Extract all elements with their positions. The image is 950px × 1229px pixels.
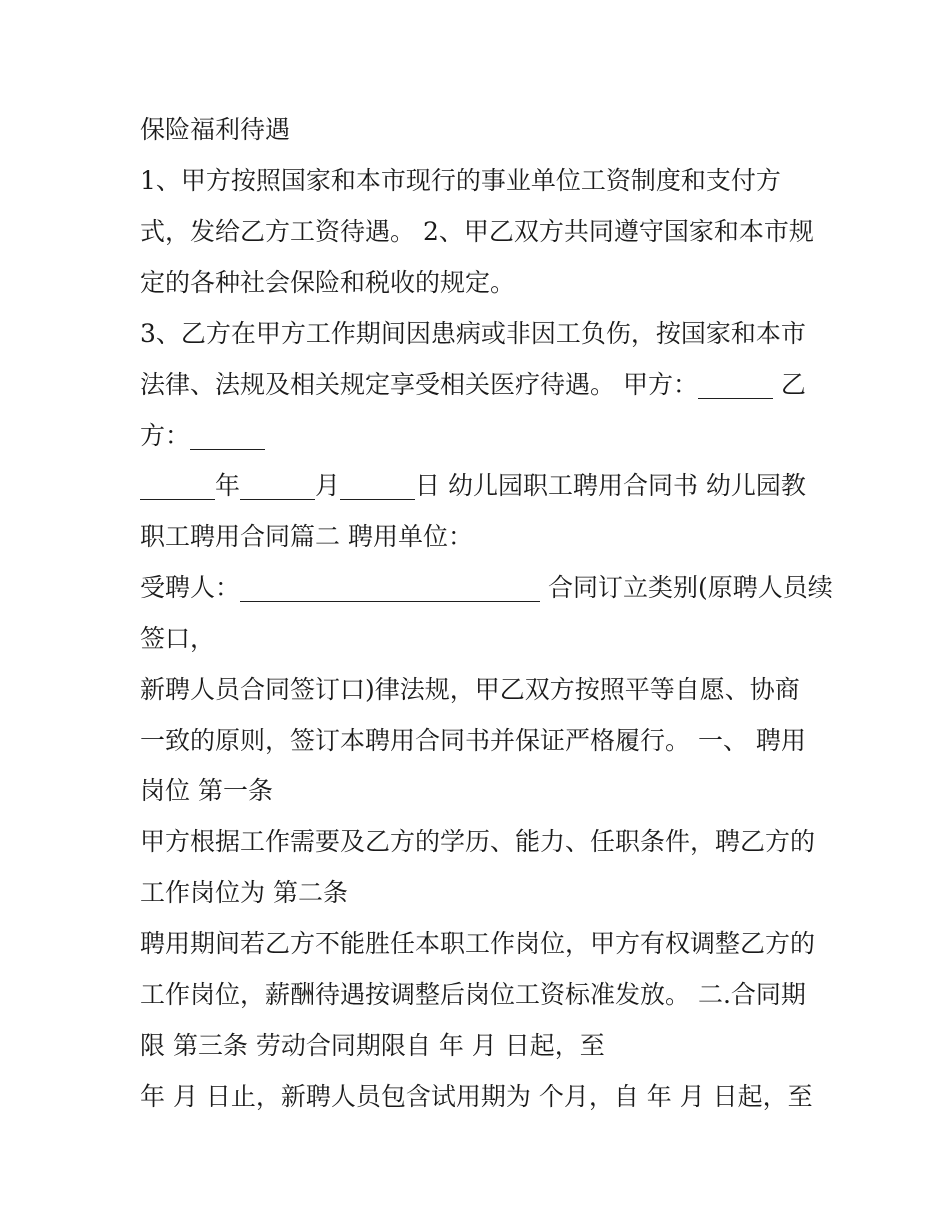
text-line: 式，发给乙方工资待遇。 2、甲乙双方共同遵守国家和本市规 bbox=[140, 217, 814, 246]
text-line: ______年______月______日 幼儿园职工聘用合同书 幼儿园教 bbox=[140, 471, 806, 500]
text-line: 签口， bbox=[140, 624, 216, 653]
text-line: 新聘人员合同签订口)律法规，甲乙双方按照平等自愿、协商 bbox=[140, 675, 800, 704]
text-line: 法律、法规及相关规定享受相关医疗待遇。 甲方：______ 乙 bbox=[140, 370, 806, 399]
text-line: 工作岗位为 第二条 bbox=[140, 878, 348, 907]
text-line: 受聘人：________________________ 合同订立类别(原聘人员续 bbox=[140, 573, 833, 602]
text-line: 限 第三条 劳动合同期限自 年 月 日起，至 bbox=[140, 1031, 605, 1060]
text-line: 一致的原则，签订本聘用合同书并保证严格履行。 一、 聘用 bbox=[140, 726, 806, 755]
section-heading-insurance-welfare: 保险福利待遇 bbox=[140, 115, 291, 144]
text-line: 职工聘用合同篇二 聘用单位： bbox=[140, 522, 473, 551]
text-line: 1、甲方按照国家和本市现行的事业单位工资制度和支付方 bbox=[140, 166, 781, 195]
text-line: 岗位 第一条 bbox=[140, 776, 273, 805]
text-line: 定的各种社会保险和税收的规定。 bbox=[140, 268, 516, 297]
text-line: 年 月 日止，新聘人员包含试用期为 个月，自 年 月 日起，至 bbox=[140, 1082, 813, 1111]
text-line: 方：______ bbox=[140, 421, 266, 450]
text-line: 3、乙方在甲方工作期间因患病或非因工负伤，按国家和本市 bbox=[140, 319, 806, 348]
text-line: 甲方根据工作需要及乙方的学历、能力、任职条件，聘乙方的 bbox=[140, 827, 816, 856]
text-line: 工作岗位，薪酬待遇按调整后岗位工资标准发放。 二.合同期 bbox=[140, 980, 806, 1009]
text-line: 聘用期间若乙方不能胜任本职工作岗位，甲方有权调整乙方的 bbox=[140, 929, 816, 958]
